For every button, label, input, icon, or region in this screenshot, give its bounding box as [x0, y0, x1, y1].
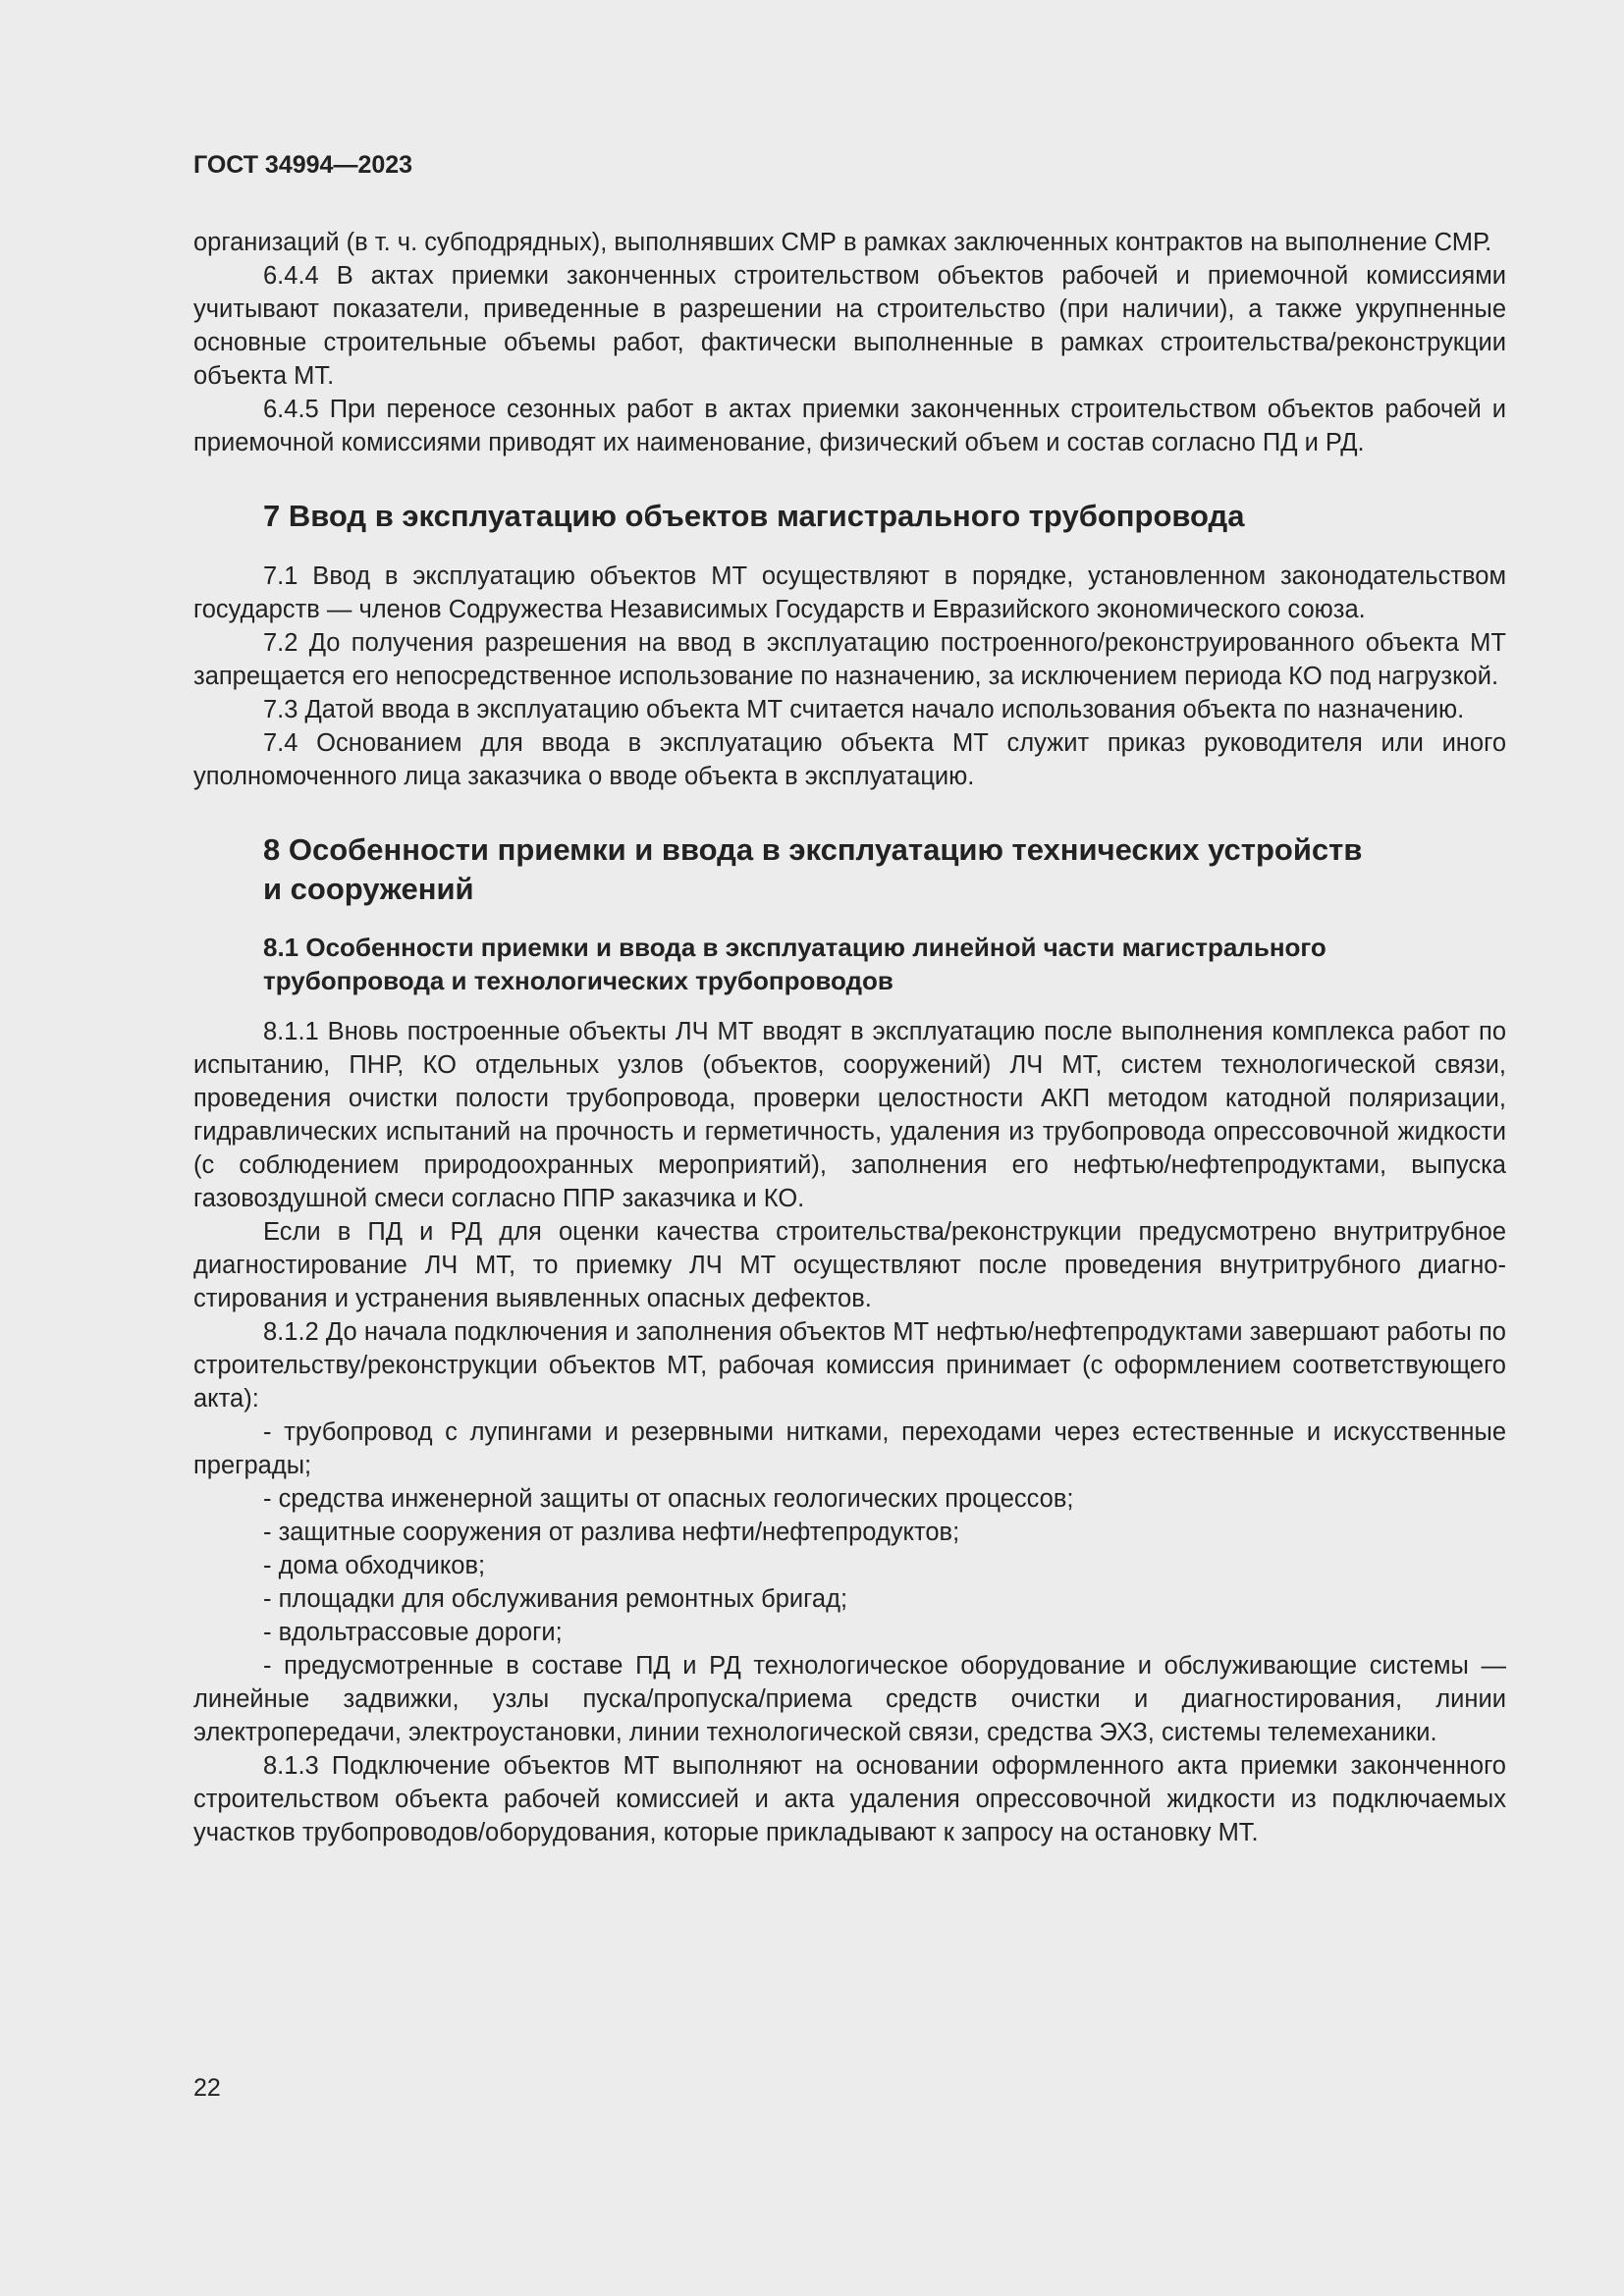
list-item: - дома обходчиков;	[263, 1552, 486, 1579]
document-header: ГОСТ 34994—2023	[193, 151, 413, 179]
paragraph-7-2: 7.2 До получения разрешения на ввод в эксплуатацию построенного/реконструированного объекта МТ запрещается его непосредственное использование по назначению, за исключением периода КО под нагрузкой.	[193, 629, 1506, 690]
paragraph-8-1-2: 8.1.2 До начала подключения и заполнения объектов МТ нефтью/нефтепродуктами завершают работы по строительству/реконструкции объектов МТ, рабочая комиссия принимает (с оформлением соответствующего акта):	[193, 1318, 1506, 1413]
list-item: - средства инженерной защиты от опасных геологических процессов;	[263, 1485, 1074, 1513]
paragraph-6-4-4: 6.4.4 В актах приемки законченных строительством объектов рабочей и приемочной комиссиями учитывают показатели, приведенные в разрешении на строительство (при наличии), а также укрупненные основные строительные объемы работ, фактически выполненные в рамках строительства/реконструкции объекта МТ.	[193, 262, 1506, 390]
list-item: - вдольтрассовые дороги;	[263, 1619, 563, 1646]
document-body	[193, 226, 1506, 1849]
section-8-heading	[193, 830, 1506, 909]
section-7-heading: 7 Ввод в эксплуатацию объектов магистрального трубопровода	[263, 499, 1245, 533]
paragraph-7-4: 7.4 Основанием для ввода в эксплуатацию объекта МТ служит приказ руководителя или иного уполномоченного лица заказчика о вводе объекта в эксплуатацию.	[193, 729, 1506, 790]
paragraph-8-1-1: 8.1.1 Вновь построенные объекты ЛЧ МТ вводят в эксплуатацию после выполнения комплекса работ по испытанию, ПНР, КО отдельных узлов (объектов, сооружений) ЛЧ МТ, систем технологической связи, проведения очистки полости трубопровода, проверки целостности АКП методом катодной поляризации, гидравлических испытаний на прочность и герметичность, удаления из трубопровода опрессовочной жидкости (с соблюдением природоохранных мероприятий), заполнения его нефтью/нефтепродуктами, выпуска газовоздушной смеси согласно ППР заказчика и КО.	[193, 1018, 1506, 1212]
paragraph-7-3: 7.3 Датой ввода в эксплуатацию объекта МТ считается начало использования объекта по назначению.	[263, 696, 1465, 723]
paragraph: организаций (в т. ч. субподрядных), выполнявших СМР в рамках заключенных контрактов на выполнение СМР.	[193, 229, 1492, 256]
paragraph-6-4-5: 6.4.5 При переносе сезонных работ в актах приемки законченных строительством объектов рабочей и приемочной комиссиями приводят их наименование, физический объем и состав согласно ПД и РД.	[193, 396, 1506, 456]
list-item: - площадки для обслуживания ремонтных бригад;	[263, 1585, 848, 1613]
list-item: - защитные сооружения от разлива нефти/нефтепродуктов;	[263, 1519, 960, 1546]
section-8-heading-line-1: 8 Особенности приемки и ввода в эксплуатацию технических устройств	[263, 832, 1363, 867]
list-item: - трубопровод с лупингами и резервными нитками, переходами через естественные и искусственные преграды;	[193, 1418, 1506, 1479]
paragraph-7-1: 7.1 Ввод в эксплуатацию объектов МТ осуществляют в порядке, установленном законодательством государств — членов Содружества Независимых Государств и Евразийского экономического союза.	[193, 562, 1506, 623]
subsection-8-1-heading-line-1: 8.1 Особенности приемки и ввода в эксплуатацию линейной части магистрального	[263, 933, 1326, 962]
page-number: 22	[193, 2074, 221, 2102]
paragraph-8-1-1-note: Если в ПД и РД для оценки качества строительства/реконструкции предусмотрено внутритрубное диагностирование ЛЧ МТ, то приемку ЛЧ МТ осуществляют после проведения внутритрубного диагностирования и устранения выявленных опасных дефектов.	[193, 1218, 1506, 1312]
subsection-8-1-heading-line-2: трубопровода и технологических трубопроводов	[263, 966, 893, 995]
section-8-heading-line-2: и сооружений	[263, 872, 474, 906]
subsection-8-1-heading	[193, 931, 1506, 997]
paragraph-8-1-3: 8.1.3 Подключение объектов МТ выполняют на основании оформленного акта приемки законченного строительством объекта рабочей комиссией и акта удаления опрессовочной жидкости из подключаемых участков трубопроводов/оборудования, которые прикладывают к запросу на остановку МТ.	[193, 1752, 1506, 1846]
list-item: - предусмотренные в составе ПД и РД технологическое оборудование и обслуживающие системы — линейные задвижки, узлы пуска/пропуска/приема средств очистки и диагностирования, линии электропередачи, электроустановки, линии технологической связи, средства ЭХЗ, системы телемеханики.	[193, 1652, 1506, 1746]
